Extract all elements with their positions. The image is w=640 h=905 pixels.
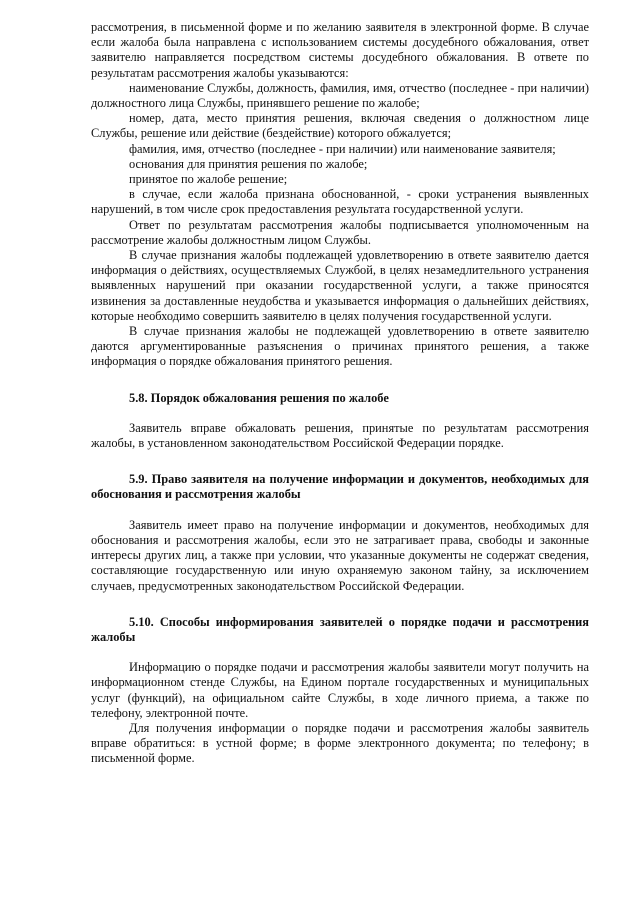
list-item: принятое по жалобе решение; bbox=[129, 172, 288, 187]
paragraph: В случае признания жалобы подлежащей удовлетворению в ответе заявителю дается информация о действиях, осуществляемых Службой, в целях незамедлительного устранения выявленных нарушений при оказании государственной услуги, а также приносятся извинения за доставленные неудобства и указывается информация о дальнейших действиях, которые необходимо совершить заявителю в целях получения государственной услуги. bbox=[91, 248, 589, 323]
paragraph: В случае признания жалобы не подлежащей удовлетворению в ответе заявителю даются аргументированные разъяснения о причинах принятого решения, а также информация о порядке обжалования принятого решения. bbox=[91, 324, 589, 369]
paragraph: Ответ по результатам рассмотрения жалобы подписывается уполномоченным на рассмотрение жалобы должностным лицом Службы. bbox=[91, 217, 589, 247]
paragraph: Информацию о порядке подачи и рассмотрения жалобы заявители могут получить на информационном стенде Службы, на Едином портале государственных и муниципальных услуг (функций), на официальном сайте Службы, в ходе личного приема, а также по телефону, электронной почте. bbox=[91, 660, 589, 720]
paragraph: Для получения информации о порядке подачи и рассмотрения жалобы заявитель вправе обратиться: в устной форме; в форме электронного документа; по телефону; в письменной форме. bbox=[91, 720, 589, 766]
list-item: наименование Службы, должность, фамилия, имя, отчество (последнее - при наличии) должностного лица Службы, принявшего решение по жалобе; bbox=[91, 80, 589, 111]
paragraph: Заявитель вправе обжаловать решения, принятые по результатам рассмотрения жалобы, в установленном законодательством Российской Федерации порядке. bbox=[91, 420, 589, 451]
list-item: в случае, если жалоба признана обоснованной, - сроки устранения выявленных нарушений, в том числе срок предоставления результата государственной услуги. bbox=[91, 187, 589, 217]
list-item: фамилия, имя, отчество (последнее - при наличии) или наименование заявителя; bbox=[129, 141, 556, 156]
list-item: номер, дата, место принятия решения, включая сведения о должностном лице Службы, решение или действие (бездействие) которого обжалуется; bbox=[91, 111, 589, 141]
document-page bbox=[91, 20, 589, 767]
paragraph: Заявитель имеет право на получение информации и документов, необходимых для обоснования и рассмотрения жалобы, если это не затрагивает права, свободы и законные интересы других лиц, а также при условии, что указанные документы не содержат сведения, составляющие государственную или иную охраняемую законом тайну, за исключением случаев, предусмотренных законодательством Российской Федерации. bbox=[91, 517, 589, 593]
paragraph-continuation: рассмотрения, в письменной форме и по желанию заявителя в электронной форме. В случае если жалоба была направлена с использованием системы досудебного обжалования, ответ заявителю направляется посредством системы досудебного обжалования. В ответе по результатам рассмотрения жалобы указываются: bbox=[91, 20, 589, 80]
section-heading: 5.10. Способы информирования заявителей о порядке подачи и рассмотрения жалобы bbox=[91, 614, 589, 644]
section-heading: 5.9. Право заявителя на получение информации и документов, необходимых для обоснования и рассмотрения жалобы bbox=[91, 472, 589, 502]
list-item: основания для принятия решения по жалобе; bbox=[129, 156, 368, 171]
section-heading: 5.8. Порядок обжалования решения по жалобе bbox=[129, 390, 389, 405]
